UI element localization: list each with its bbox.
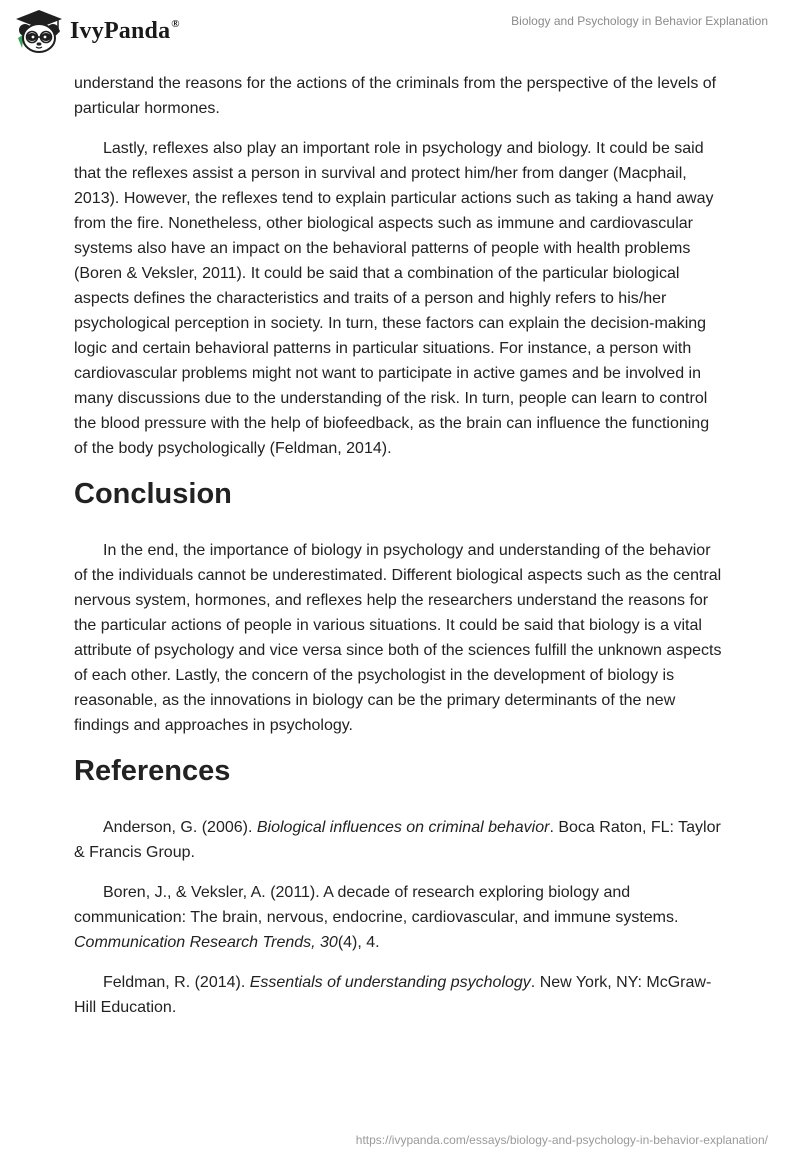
essay-content: [74, 71, 726, 1035]
brand-name: IvyPanda®: [70, 17, 180, 44]
panda-mascot-icon: [14, 8, 64, 54]
reference-entry: Anderson, G. (2006). Biological influences on criminal behavior. Boca Raton, FL: Taylor & Francis Group.: [74, 819, 721, 861]
source-url-link[interactable]: https://ivypanda.com/essays/biology-and-psychology-in-behavior-explanation/: [355, 1133, 768, 1147]
paragraph-conclusion: In the end, the importance of biology in psychology and understanding of the behavior of the individuals cannot be underestimated. Different biological aspects such as the central nervous system, hormones, and reflexes help the researchers understand the reasons for the particular actions of people in various situations. It could be said that biology is a vital attribute of psychology and vice versa since both of the sciences fulfill the unknown aspects of each other. Lastly, the concern of the psychologist in the development of biology is reasonable, as the innovations in biology can be the primary determinants of the new findings and approaches in psychology.: [74, 542, 722, 734]
conclusion-heading: Conclusion: [74, 478, 232, 510]
reference-entry: Boren, J., & Veksler, A. (2011). A decade of research exploring biology and communication: The brain, nervous, endocrine, cardiovascular, and immune systems. Communication Research Trends, 30(4), 4.: [74, 884, 679, 951]
page-header: [0, 0, 800, 66]
reference-entry: Feldman, R. (2014). Essentials of understanding psychology. New York, NY: McGraw-Hill Education.: [74, 974, 712, 1016]
paragraph-continued: understand the reasons for the actions of the criminals from the perspective of the levels of particular hormones.: [74, 75, 717, 117]
references-heading: References: [74, 755, 231, 787]
document-title: Biology and Psychology in Behavior Explanation: [511, 14, 768, 28]
ivypanda-logo[interactable]: [14, 8, 180, 54]
paragraph-reflexes: Lastly, reflexes also play an important role in psychology and biology. It could be said that the reflexes assist a person in survival and protect him/her from danger (Macphail, 2013). However, the reflexes tend to explain particular actions such as taking a hand away from the fire. Nonetheless, other biological aspects such as immune and cardiovascular systems also have an impact on the behavioral patterns of people with health problems (Boren & Veksler, 2011). It could be said that a combination of the particular biological aspects defines the characteristics and traits of a person and highly refers to his/her psychological perception in society. In turn, these factors can explain the decision-making logic and certain behavioral patterns in particular situations. For instance, a person with cardiovascular problems might not want to participate in active games and be involved in many discussions due to the understanding of the risk. In turn, people can learn to control the blood pressure with the help of biofeedback, as the brain can influence the functioning of the body psychologically (Feldman, 2014).: [74, 140, 714, 457]
